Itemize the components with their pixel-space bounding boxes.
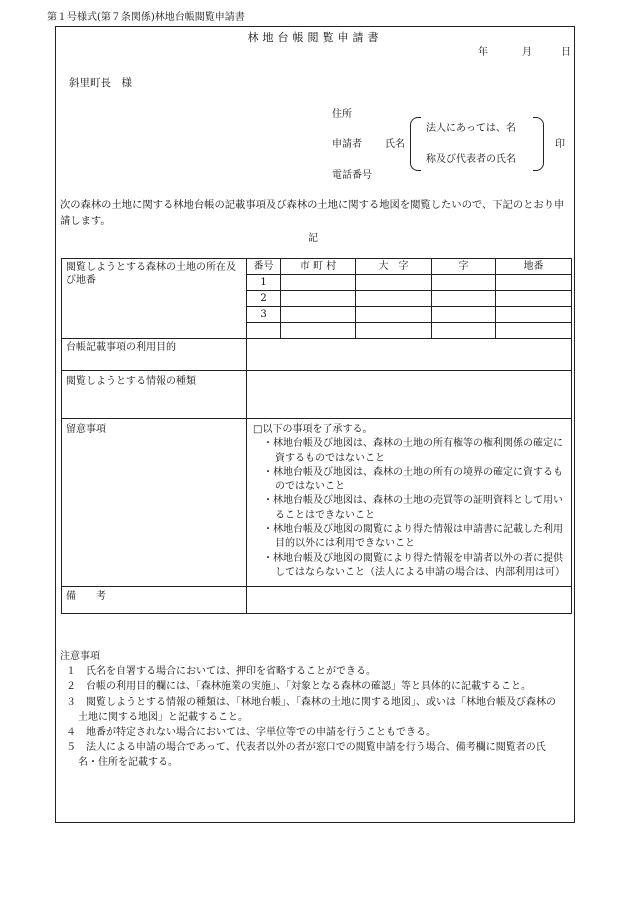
remarks-input[interactable]	[247, 587, 572, 614]
notice-item: ・林地台帳及び地図の閲覧により得た情報は申請書に記載した利用目的以外には利用できないこと	[263, 524, 563, 550]
seal-mark: 印	[555, 139, 565, 150]
input-cell[interactable]	[496, 307, 572, 323]
note-item: ２ 台帳の利用目的欄には、「森林施業の実施」、「対象となる森林の確認」等と具体的に記載すること。	[66, 681, 531, 693]
input-cell[interactable]	[281, 275, 356, 291]
notice-item: ・林地台帳及び地図は、森林の土地の売買等の証明資料として用いることはできないこと	[263, 495, 563, 521]
date-day[interactable]: 日	[561, 47, 571, 58]
purpose-label: 台帳記載事項の利用目的	[62, 339, 247, 371]
row-number: 3	[247, 307, 281, 323]
notes-heading: 注意事項	[60, 651, 100, 662]
input-cell[interactable]	[432, 275, 496, 291]
input-cell[interactable]	[432, 291, 496, 307]
notes-section	[60, 649, 560, 771]
notice-item: ・林地台帳及び地図は、森林の土地の所有の境界の確定に資するものではないこと	[263, 466, 563, 493]
input-cell[interactable]	[432, 323, 496, 339]
row-number: 2	[247, 291, 281, 307]
notice-item: ・林地台帳及び地図の閲覧により得た情報を申請者以外の者に提供してはならないこと（法人による申請の場合は、内部利用は可）	[263, 552, 565, 578]
header-municipality: 市 町 村	[281, 259, 356, 275]
date-month[interactable]: 月	[522, 47, 532, 58]
notice-item: ・林地台帳及び地図は、森林の土地の所有権等の権利関係の確定に資するものではないこと	[263, 438, 563, 464]
notice-checkbox[interactable]: □以下の事項を了承する。	[253, 424, 373, 435]
left-bracket	[410, 117, 421, 171]
form-title: 林地台帳閲覧申請書	[247, 31, 383, 44]
input-cell[interactable]	[281, 291, 356, 307]
header-aza: 字	[432, 259, 496, 275]
notice-label: 留意事項	[62, 419, 247, 587]
input-cell[interactable]	[281, 307, 356, 323]
info-type-input[interactable]	[247, 371, 572, 419]
input-cell[interactable]	[496, 275, 572, 291]
input-cell[interactable]	[356, 307, 432, 323]
input-cell[interactable]	[496, 291, 572, 307]
ki-label: 記	[308, 233, 318, 244]
addressee: 斜里町長 様	[69, 77, 132, 89]
application-table	[61, 258, 572, 614]
info-type-label: 閲覧しようとする情報の種類	[62, 371, 247, 419]
header-number: 番号	[247, 259, 281, 275]
applicant-label: 申請者	[332, 139, 362, 150]
input-cell[interactable]	[356, 291, 432, 307]
note-item: １ 氏名を自署する場合においては、押印を省略することができる。	[66, 666, 376, 678]
location-label: 閲覧しようとする森林の土地の所在及び地番	[62, 259, 247, 339]
note-item: ４ 地番が特定されない場合においては、字単位等での申請を行うこともできる。	[66, 727, 436, 739]
header-oaza: 大 字	[356, 259, 432, 275]
form-number: 第１号様式(第７条関係)林地台帳閲覧申請書	[47, 12, 245, 23]
row-number: 1	[247, 275, 281, 291]
right-bracket	[533, 117, 544, 171]
row-number	[247, 323, 281, 339]
input-cell[interactable]	[356, 323, 432, 339]
header-lot-number: 地番	[496, 259, 572, 275]
remarks-label: 備 考	[62, 587, 247, 614]
note-item: ３ 閲覧しようとする情報の種類は、「林地台帳」、「森林の土地に関する地図」、或いは「林地台帳及び森林の土地に関する地図」と記載すること。	[66, 696, 556, 723]
input-cell[interactable]	[281, 323, 356, 339]
name-label: 氏名	[385, 139, 405, 150]
corporate-note-line2: 称及び代表者の氏名	[426, 154, 516, 165]
input-cell[interactable]	[356, 275, 432, 291]
purpose-input[interactable]	[247, 339, 572, 371]
corporate-note-line1: 法人にあっては、名	[426, 123, 516, 134]
note-item: ５ 法人による申請の場合であって、代表者以外の者が窓口での閲覧申請を行う場合、備考欄に閲覧者の氏名・住所を記載する。	[66, 742, 546, 769]
notice-list	[247, 419, 572, 587]
request-text: 次の森林の土地に関する林地台帳の記載事項及び森林の土地に関する地図を閲覧したいので、下記のとおり申請します。	[60, 199, 565, 227]
address-label: 住所	[332, 109, 352, 120]
date-year[interactable]: 年	[478, 47, 488, 58]
phone-label: 電話番号	[332, 170, 372, 181]
input-cell[interactable]	[496, 323, 572, 339]
input-cell[interactable]	[432, 307, 496, 323]
